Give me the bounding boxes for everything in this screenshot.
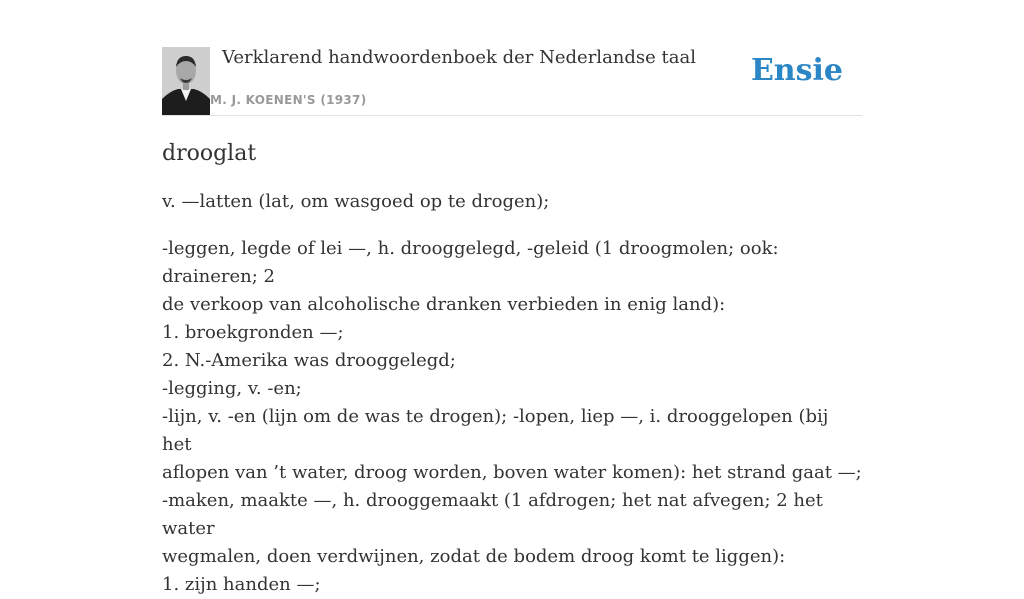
definition-line: -legging, v. -en; [162,378,302,399]
ensie-logo-link[interactable]: Ensie [750,53,843,88]
author-label: M. J. KOENEN'S (1937) [210,93,367,107]
definition-line: 2. N.-Amerika was drooggelegd; [162,350,456,371]
dictionary-header [162,46,862,116]
definition-line: 1. broekgronden —; [162,322,344,343]
author-portrait-icon [162,47,210,115]
definition-line: -leggen, legde of lei —, h. drooggelegd, -geleid (1 droogmolen; ook: draineren; 2 [162,238,779,287]
entry-definition-intro: v. —latten (lat, om wasgoed op te drogen); [162,191,550,212]
book-title: Verklarend handwoordenboek der Nederlandse taal [222,47,696,68]
definition-line: aflopen van ’t water, droog worden, boven water komen): het strand gaat —; [162,462,862,483]
definition-line: -maken, maakte —, h. drooggemaakt (1 afdrogen; het nat afvegen; 2 het water [162,490,823,539]
entry-definition-body [162,235,862,599]
entry-headword: drooglat [162,141,257,166]
definition-line: de verkoop van alcoholische dranken verbieden in enig land): [162,294,726,315]
definition-line: -lijn, v. -en (lijn om de was te drogen); -lopen, liep —, i. drooggelopen (bij het [162,406,829,455]
entry-content [162,138,862,599]
definition-line: 1. zijn handen —; [162,574,321,595]
definition-line: wegmalen, doen verdwijnen, zodat de bodem droog komt te liggen): [162,546,786,567]
